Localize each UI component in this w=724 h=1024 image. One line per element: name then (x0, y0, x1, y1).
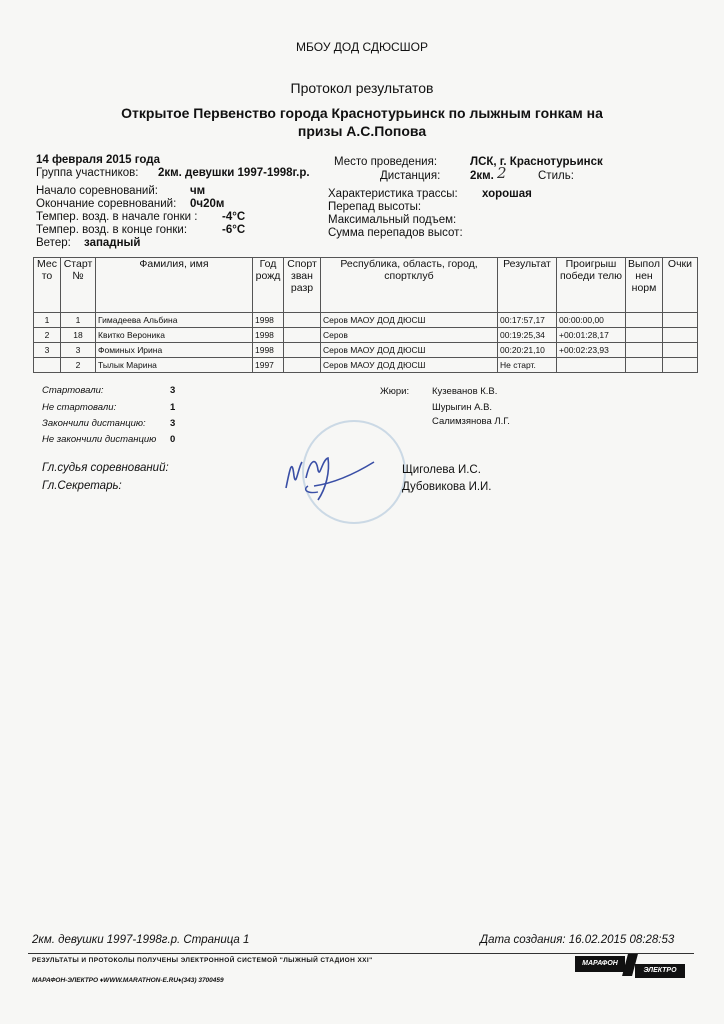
track-label: Характеристика трассы: (328, 188, 458, 200)
end-value: 0ч20м (190, 198, 225, 210)
name-cell: Фоминых Ирина (96, 343, 253, 358)
total-climb-label: Сумма перепадов высот: (328, 227, 463, 239)
distance-handwritten: 2 (497, 164, 507, 182)
col-rank: Спорт зван разр (284, 258, 321, 313)
logo-right-text: ЭЛЕКТРО (635, 964, 685, 978)
result-cell: Не старт. (498, 358, 557, 373)
started-label: Стартовали: (42, 385, 104, 396)
norm-cell (626, 358, 663, 373)
norm-cell (626, 313, 663, 328)
bib-cell: 18 (61, 328, 96, 343)
temp-end-label: Темпер. возд. в конце гонки: (36, 224, 188, 236)
finished-label: Закончили дистанцию: (42, 418, 146, 429)
col-norm: Выпол нен норм (626, 258, 663, 313)
logo-left-text: МАРАФОН (575, 956, 625, 972)
secretary-name: Дубовикова И.И. (402, 481, 492, 493)
name-cell: Тылык Марина (96, 358, 253, 373)
page-info: 2км. девушки 1997-1998г.р. Страница 1 (32, 934, 250, 946)
place-cell: 1 (34, 313, 61, 328)
col-bib: Старт № (61, 258, 96, 313)
col-year: Год рожд (253, 258, 284, 313)
bib-cell: 2 (61, 358, 96, 373)
not-started-label: Не стартовали: (42, 402, 117, 413)
table-row (34, 328, 698, 343)
norm-cell (626, 328, 663, 343)
year-cell: 1998 (253, 313, 284, 328)
club-cell: Серов (321, 328, 498, 343)
max-climb-label: Максимальный подъем: (328, 214, 457, 226)
table-row (34, 313, 698, 328)
competition-title-line2: призы А.С.Попова (297, 123, 427, 139)
jury-label: Жюри: (380, 386, 410, 397)
finished-value: 3 (170, 418, 176, 429)
contacts-line: МАРАФОН-ЭЛЕКТРО ♦WWW.MARATHON-E.RU♦(343) 3700459 (32, 977, 224, 984)
norm-cell (626, 343, 663, 358)
bib-cell: 3 (61, 343, 96, 358)
start-value: чм (190, 185, 206, 197)
started-value: 3 (170, 385, 176, 396)
points-cell (662, 358, 697, 373)
temp-start-value: -4°С (222, 211, 246, 223)
name-cell: Квитко Вероника (96, 328, 253, 343)
year-cell: 1997 (253, 358, 284, 373)
place-cell: 3 (34, 343, 61, 358)
result-cell: 00:17:57,17 (498, 313, 557, 328)
place-cell: 2 (34, 328, 61, 343)
gap-cell: +00:02:23,93 (557, 343, 626, 358)
year-cell: 1998 (253, 328, 284, 343)
col-points: Очки (662, 258, 697, 313)
table-header-row (34, 258, 698, 313)
venue-value: ЛСК, г. Краснотурьинск (470, 156, 603, 168)
result-cell: 00:20:21,10 (498, 343, 557, 358)
end-label: Окончание соревнований: (36, 198, 177, 210)
results-table (33, 257, 698, 373)
protocol-title: Протокол результатов (290, 80, 434, 96)
competition-title-line1: Открытое Первенство города Краснотурьинск по лыжным гонкам на (121, 105, 603, 121)
club-cell: Серов МАОУ ДОД ДЮСШ (321, 313, 498, 328)
not-finished-label: Не закончили дистанцию (42, 434, 157, 445)
created-date: Дата создания: 16.02.2015 08:28:53 (480, 934, 675, 946)
temp-end-value: -6°С (222, 224, 246, 236)
jury-member: Кузеванов К.В. (432, 386, 498, 397)
year-cell: 1998 (253, 343, 284, 358)
chief-judge-label: Гл.судья соревнований: (42, 462, 169, 474)
height-diff-label: Перепад высоты: (328, 201, 422, 213)
not-started-value: 1 (170, 402, 176, 413)
event-date: 14 февраля 2015 года (36, 154, 160, 166)
not-finished-value: 0 (170, 434, 176, 445)
col-gap: Проигрыш победи телю (557, 258, 626, 313)
organization: МБОУ ДОД СДЮСШОР (296, 40, 428, 54)
rank-cell (284, 343, 321, 358)
secretary-label: Гл.Секретарь: (42, 480, 122, 492)
start-label: Начало соревнований: (36, 185, 158, 197)
club-cell: Серов МАОУ ДОД ДЮСШ (321, 358, 498, 373)
bib-cell: 1 (61, 313, 96, 328)
club-cell: Серов МАОУ ДОД ДЮСШ (321, 343, 498, 358)
name-cell: Гимадеева Альбина (96, 313, 253, 328)
gap-cell: 00:00:00,00 (557, 313, 626, 328)
place-cell (34, 358, 61, 373)
group-value: 2км. девушки 1997-1998г.р. (158, 167, 310, 179)
signature-image (278, 448, 398, 508)
col-club: Республика, область, город, спортклуб (321, 258, 498, 313)
distance-label: Дистанция: (380, 170, 441, 182)
points-cell (662, 313, 697, 328)
temp-start-label: Темпер. возд. в начале гонки : (36, 211, 198, 223)
points-cell (662, 343, 697, 358)
style-label: Стиль: (538, 170, 574, 182)
marathon-logo (575, 950, 687, 980)
col-place: Мес то (34, 258, 61, 313)
rank-cell (284, 313, 321, 328)
result-cell: 00:19:25,34 (498, 328, 557, 343)
rank-cell (284, 328, 321, 343)
system-line: РЕЗУЛЬТАТЫ И ПРОТОКОЛЫ ПОЛУЧЕНЫ ЭЛЕКТРОННОЙ СИСТЕМОЙ "ЛЫЖНЫЙ СТАДИОН XXI" (32, 957, 373, 964)
col-name: Фамилия, имя (96, 258, 253, 313)
track-value: хорошая (482, 188, 532, 200)
jury-member: Салимзянова Л.Г. (432, 416, 510, 427)
wind-value: западный (84, 237, 141, 249)
venue-label: Место проведения: (334, 156, 438, 168)
jury-member: Шурыгин А.В. (432, 402, 493, 413)
table-row (34, 358, 698, 373)
distance-value: 2км. (470, 170, 494, 182)
gap-cell: +00:01:28,17 (557, 328, 626, 343)
wind-label: Ветер: (36, 237, 71, 249)
col-result: Результат (498, 258, 557, 313)
table-row (34, 343, 698, 358)
points-cell (662, 328, 697, 343)
chief-judge-name: Щиголева И.С. (402, 464, 481, 476)
group-label: Группа участников: (36, 167, 139, 179)
competition-title (0, 104, 724, 140)
gap-cell (557, 358, 626, 373)
rank-cell (284, 358, 321, 373)
